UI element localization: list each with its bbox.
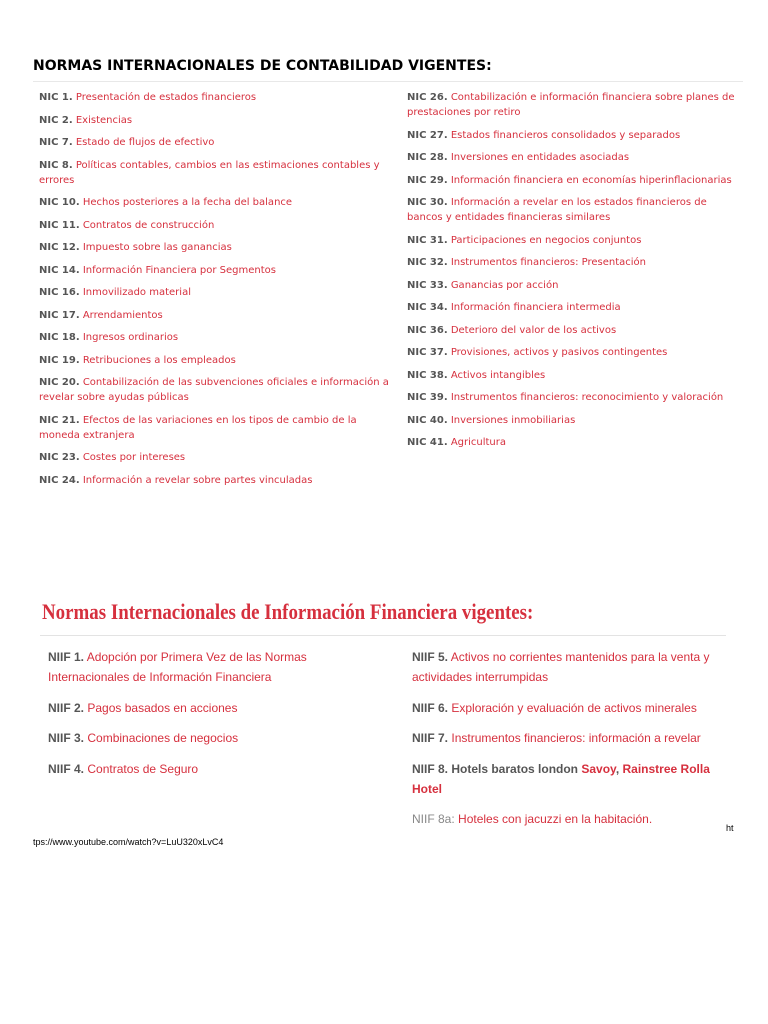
nic-link[interactable]: Políticas contables, cambios en las estimaciones contables y errores	[39, 159, 380, 186]
nic-link[interactable]: Impuesto sobre las ganancias	[82, 242, 232, 253]
nic-item	[39, 450, 399, 465]
hotel-link-savoy[interactable]: Savoy	[581, 761, 616, 776]
nic-item	[39, 263, 399, 278]
nic-link[interactable]: Contabilización de las subvenciones oficiales e información a revelar sobre ayudas públicas	[39, 377, 389, 403]
nic-item	[39, 413, 399, 443]
nic-code: NIC 1.	[39, 92, 73, 103]
nic-link[interactable]: Contabilización e información financiera sobre planes de prestaciones por retiro	[407, 92, 735, 118]
nic-link[interactable]: Instrumentos financieros: reconocimiento y valoración	[450, 392, 724, 403]
nic-code: NIC 12.	[39, 242, 80, 253]
niif8a-link[interactable]: Hoteles con jacuzzi en la habitación.	[458, 812, 653, 826]
nic-item	[39, 240, 399, 255]
nic-code: NIC 34.	[407, 302, 448, 313]
niif-link[interactable]: Instrumentos financieros: información a revelar	[451, 731, 701, 745]
nic-link[interactable]: Información a revelar sobre partes vinculadas	[82, 474, 313, 486]
niif-list-right	[412, 647, 742, 840]
nic-link[interactable]: Información financiera intermedia	[450, 302, 621, 313]
nic-code: NIC 40.	[407, 414, 448, 426]
nic-code: NIC 24.	[39, 474, 80, 486]
niif-heading: Normas Internacionales de Información Financiera vigentes:	[42, 599, 534, 624]
niif-item	[412, 759, 742, 799]
nic-item	[407, 173, 739, 188]
separator: ,	[615, 761, 623, 776]
nic-item	[407, 278, 739, 293]
niif-link[interactable]: Contratos de Seguro	[87, 761, 199, 776]
nic-code: NIC 23.	[39, 452, 80, 463]
nic-code: NIC 37.	[407, 347, 448, 358]
nic-code: NIC 10.	[39, 197, 80, 208]
nic-code: NIC 14.	[39, 264, 80, 276]
nic-link[interactable]: Inmovilizado material	[82, 287, 191, 298]
niif-item	[412, 728, 742, 748]
nic-code: NIC 32.	[407, 257, 448, 268]
nic-link[interactable]: Contratos de construcción	[82, 219, 215, 231]
niif-code: NIIF 5.	[412, 650, 449, 664]
nic-item	[407, 195, 739, 225]
nic-code: NIC 19.	[39, 354, 80, 366]
nic-link[interactable]: Estado de flujos de efectivo	[75, 137, 215, 148]
nic-link[interactable]: Activos intangibles	[450, 369, 546, 381]
nic-list-left	[39, 90, 399, 495]
niif-link[interactable]: Exploración y evaluación de activos minerales	[451, 700, 697, 715]
nic-item	[39, 90, 399, 105]
nic-link[interactable]: Efectos de las variaciones en los tipos de cambio de la moneda extranjera	[39, 414, 357, 441]
nic-code: NIC 16.	[39, 287, 80, 298]
nic-link[interactable]: Estados financieros consolidados y separados	[450, 129, 681, 141]
niif-item	[48, 728, 388, 748]
nic-code: NIC 2.	[39, 114, 73, 126]
nic-item	[407, 345, 739, 360]
nic-link[interactable]: Inversiones en entidades asociadas	[450, 152, 630, 163]
nic-item	[39, 353, 399, 368]
nic-link[interactable]: Información Financiera por Segmentos	[82, 264, 276, 276]
niif-item	[48, 647, 388, 687]
hotel-link-rainstree[interactable]: Rainstree Rolla Hotel	[412, 761, 710, 796]
url-fragment-bottom[interactable]: tps://www.youtube.com/watch?v=LuU320xLvC4	[33, 837, 224, 847]
nic-code: NIC 11.	[39, 219, 80, 231]
nic-divider	[33, 81, 743, 82]
nic-heading: NORMAS INTERNACIONALES DE CONTABILIDAD VIGENTES:	[33, 58, 492, 74]
nic-code: NIC 31.	[407, 234, 448, 246]
nic-link[interactable]: Información financiera en economías hiperinflacionarias	[450, 174, 732, 186]
niif-link[interactable]: Activos no corrientes mantenidos para la venta y actividades interrumpidas	[412, 650, 710, 684]
nic-code: NIC 29.	[407, 174, 448, 186]
nic-item	[407, 233, 739, 248]
niif8-prefix: NIIF 8. Hotels baratos london	[412, 761, 579, 776]
nic-code: NIC 41.	[407, 437, 448, 448]
nic-item	[39, 135, 399, 150]
nic-item	[39, 473, 399, 488]
nic-code: NIC 20.	[39, 377, 80, 388]
niif-link[interactable]: Combinaciones de negocios	[87, 731, 239, 745]
url-fragment-top: ht	[726, 823, 734, 833]
nic-item	[407, 300, 739, 315]
nic-code: NIC 7.	[39, 137, 73, 148]
niif-link[interactable]: Pagos basados en acciones	[87, 700, 238, 715]
nic-item	[407, 150, 739, 165]
nic-link[interactable]: Deterioro del valor de los activos	[450, 324, 617, 336]
nic-code: NIC 27.	[407, 129, 448, 141]
niif-item	[412, 809, 742, 829]
nic-link[interactable]: Provisiones, activos y pasivos contingentes	[450, 347, 668, 358]
nic-link[interactable]: Arrendamientos	[82, 309, 163, 321]
nic-link[interactable]: Presentación de estados financieros	[75, 92, 257, 103]
nic-item	[39, 158, 399, 188]
nic-code: NIC 8.	[39, 159, 73, 171]
nic-item	[407, 255, 739, 270]
nic-link[interactable]: Información a revelar en los estados financieros de bancos y entidades financieras similares	[407, 197, 707, 223]
nic-link[interactable]: Existencias	[75, 114, 133, 126]
nic-item	[407, 413, 739, 428]
nic-item	[407, 90, 739, 120]
nic-link[interactable]: Retribuciones a los empleados	[82, 354, 236, 366]
nic-item	[39, 375, 399, 405]
nic-code: NIC 33.	[407, 279, 448, 291]
niif-code: NIIF 7.	[412, 731, 449, 745]
nic-list-right	[407, 90, 739, 458]
niif-item	[48, 759, 388, 779]
nic-item	[407, 323, 739, 338]
niif-list-left	[48, 647, 388, 789]
nic-code: NIC 28.	[407, 152, 448, 163]
nic-item	[407, 128, 739, 143]
nic-code: NIC 36.	[407, 324, 448, 336]
nic-item	[39, 285, 399, 300]
nic-code: NIC 18.	[39, 332, 80, 343]
nic-item	[407, 435, 739, 450]
nic-code: NIC 17.	[39, 309, 80, 321]
nic-link[interactable]: Ingresos ordinarios	[82, 332, 179, 343]
nic-link[interactable]: Inversiones inmobiliarias	[450, 414, 576, 426]
niif-link[interactable]: Adopción por Primera Vez de las Normas Internacionales de Información Financiera	[48, 650, 307, 684]
nic-link[interactable]: Instrumentos financieros: Presentación	[450, 257, 647, 268]
nic-item	[39, 195, 399, 210]
nic-item	[407, 390, 739, 405]
nic-code: NIC 30.	[407, 197, 448, 208]
nic-link[interactable]: Participaciones en negocios conjuntos	[450, 234, 642, 246]
niif-divider	[40, 635, 726, 636]
niif-item	[412, 698, 742, 718]
nic-item	[39, 113, 399, 128]
nic-link[interactable]: Agricultura	[450, 437, 507, 448]
nic-item	[39, 218, 399, 233]
nic-item	[407, 368, 739, 383]
niif8a-code: NIIF 8a:	[412, 812, 455, 826]
nic-link[interactable]: Hechos posteriores a la fecha del balance	[82, 197, 293, 208]
nic-link[interactable]: Ganancias por acción	[450, 279, 559, 291]
niif-code: NIIF 3.	[48, 731, 85, 745]
niif-code: NIIF 1.	[48, 650, 85, 664]
niif-code: NIIF 2.	[48, 700, 85, 715]
nic-code: NIC 39.	[407, 392, 448, 403]
nic-code: NIC 21.	[39, 414, 80, 426]
niif-item	[48, 698, 388, 718]
niif-code: NIIF 6.	[412, 700, 449, 715]
nic-link[interactable]: Costes por intereses	[82, 452, 186, 463]
niif-item	[412, 647, 742, 687]
nic-item	[39, 330, 399, 345]
nic-code: NIC 26.	[407, 92, 448, 103]
nic-code: NIC 38.	[407, 369, 448, 381]
niif-code: NIIF 4.	[48, 761, 85, 776]
nic-item	[39, 308, 399, 323]
